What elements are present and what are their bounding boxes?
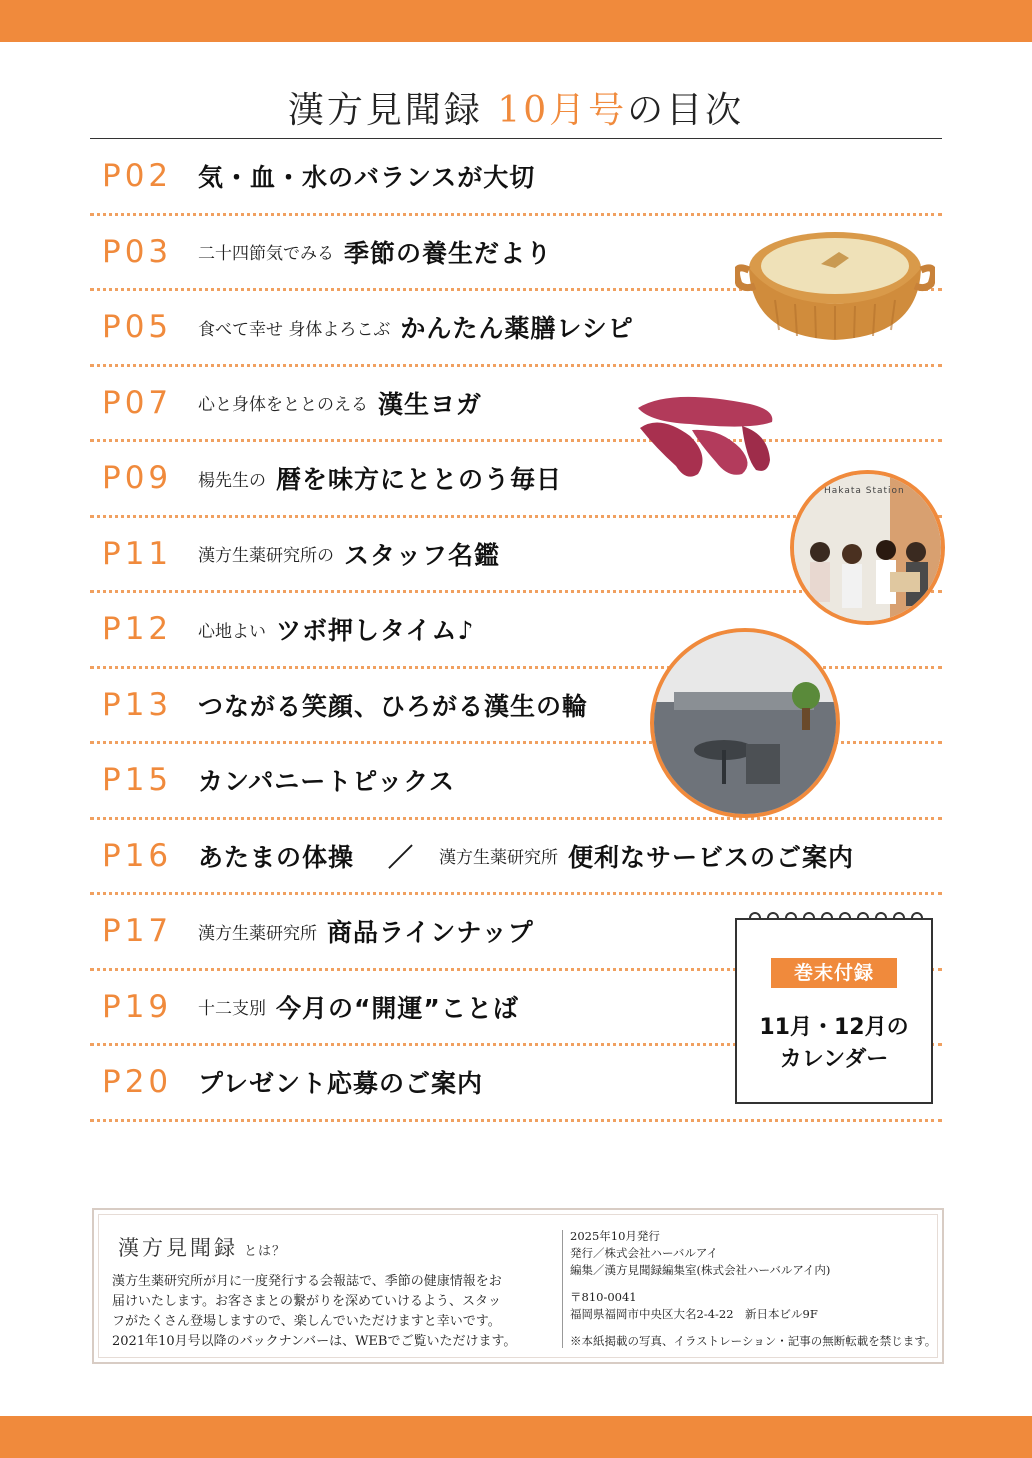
title-suffix: の目次 [627, 90, 745, 131]
toc-pretitle: 漢方生薬研究所 [439, 848, 559, 869]
about-info-box [92, 1208, 944, 1364]
toc-main-title: カンパニートピックス [198, 767, 456, 797]
top-orange-bar [0, 0, 1032, 42]
toc-main-title: 季節の養生だより [344, 238, 553, 268]
toc-pretitle: 食べて幸せ 身体よろこぶ [198, 319, 391, 340]
title-issue: 10月号 [497, 90, 628, 131]
info-line: フがたくさん登場しますので、楽しんでいただけますと幸いです。 [112, 1314, 501, 1329]
toc-pretitle: 二十四節気でみる [198, 244, 334, 265]
calendar-title-line1: 11月・12月の [759, 1015, 909, 1040]
office-photo [650, 628, 840, 818]
toc-row[interactable] [90, 820, 942, 896]
toc-main-title: 漢生ヨガ [378, 389, 483, 419]
toc-main-title: あたまの体操 [198, 842, 355, 872]
calendar-appendix-card [735, 918, 933, 1104]
toc-page-number: P11 [102, 535, 173, 572]
soup-bowl-image [735, 218, 935, 348]
publisher-name: 発行／株式会社ハーバルアイ [570, 1246, 718, 1260]
info-divider [562, 1230, 563, 1348]
toc-main-title: 商品ラインナップ [327, 918, 534, 948]
toc-page-number: P13 [102, 686, 173, 723]
toc-page-number: P05 [102, 309, 173, 346]
publisher-info [570, 1228, 940, 1350]
toc-page-number: P15 [102, 762, 173, 799]
sweet-potato-image [630, 378, 780, 488]
calendar-title-line2: カレンダー [779, 1047, 889, 1072]
toc-pretitle: 十二支別 [198, 999, 266, 1020]
title-divider [90, 138, 942, 139]
toc-pretitle: 心地よい [198, 621, 266, 642]
toc-main-title: かんたん薬膳レシピ [400, 314, 634, 344]
postal-code: 〒810-0041 [570, 1290, 637, 1304]
toc-page-number: P02 [102, 158, 173, 195]
toc-main-title: ツボ押しタイム♪ [276, 616, 475, 646]
page-title [0, 82, 1032, 133]
toc-slash: ／ [388, 842, 414, 872]
info-heading-suffix: とは？ [244, 1244, 287, 1259]
toc-main-title: 暦を味方にととのう毎日 [276, 465, 563, 495]
toc-pretitle: 楊先生の [198, 470, 266, 491]
info-heading [118, 1232, 286, 1262]
info-line: 漢方生薬研究所が月に一度発行する会報誌で、季節の健康情報をお [112, 1274, 502, 1289]
issue-date: 2025年10月発行 [570, 1229, 660, 1243]
toc-page-number: P07 [102, 384, 173, 421]
address: 福岡県福岡市中央区大名2-4-22 新日本ビル9F [570, 1307, 818, 1321]
photo-caption: Hakata Station [824, 486, 905, 496]
toc-main-title: 気・血・水のバランスが大切 [198, 163, 536, 193]
toc-page-number: P17 [102, 913, 173, 950]
copyright-notice: ※本紙掲載の写真、イラストレーション・記事の無断転載を禁じます。 [570, 1334, 937, 1348]
toc-pretitle: 心と身体をととのえる [198, 395, 368, 416]
toc-pretitle: 漢方生薬研究所 [198, 923, 317, 944]
toc-pretitle: 漢方生薬研究所の [198, 546, 334, 567]
toc-page-number: P19 [102, 988, 173, 1025]
toc-row[interactable] [90, 140, 942, 216]
toc-page-number: P12 [102, 611, 173, 648]
toc-main-title: プレゼント応募のご案内 [198, 1069, 484, 1099]
info-heading-title: 漢方見聞録 [118, 1236, 238, 1260]
appendix-badge: 巻末付録 [771, 958, 897, 988]
toc-main-title: 便利なサービスのご案内 [568, 842, 855, 872]
toc-page-number: P16 [102, 837, 173, 874]
info-line: 届けいたします。お客さまとの繋がりを深めていけるよう、スタッ [112, 1294, 501, 1309]
staff-photo [790, 470, 945, 625]
toc-page-number: P03 [102, 233, 173, 270]
toc-row[interactable] [90, 367, 942, 443]
info-line: 2021年10月号以降のバックナンバーは、WEBでご覧いただけます。 [112, 1334, 517, 1349]
toc-main-title: スタッフ名鑑 [344, 540, 501, 570]
bottom-orange-bar [0, 1416, 1032, 1458]
toc-page-number: P20 [102, 1064, 173, 1101]
info-description [112, 1272, 552, 1352]
toc-main-title: 今月の“開運”ことば [276, 993, 519, 1023]
title-prefix: 漢方見聞録 [287, 90, 498, 131]
toc-main-title: つながる笑顔、ひろがる漢生の輪 [198, 691, 589, 721]
editor-name: 編集／漢方見聞録編集室(株式会社ハーバルアイ内) [570, 1263, 831, 1277]
toc-page-number: P09 [102, 460, 173, 497]
